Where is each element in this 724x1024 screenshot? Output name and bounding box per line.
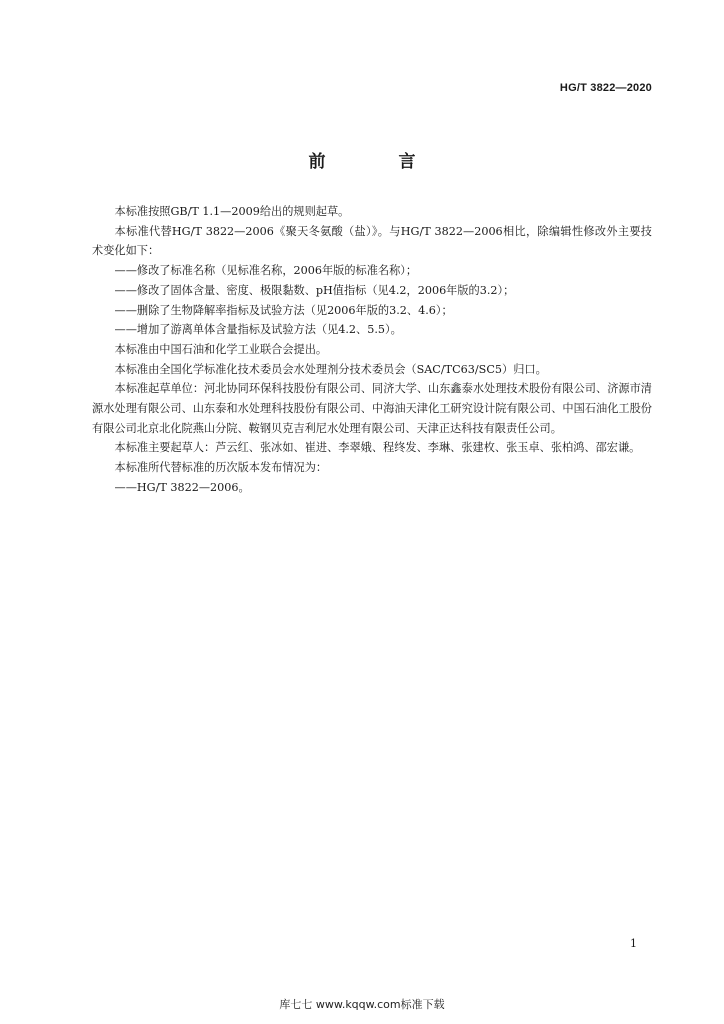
paragraph: 本标准由中国石油和化学工业联合会提出。 — [114, 342, 328, 356]
paragraph: 本标准主要起草人：芦云红、张冰如、崔进、李翠娥、程终发、李琳、张建枚、张玉卓、张柏鸿、邵宏谦。 — [114, 441, 641, 455]
paragraph: 本标准所代替标准的历次版本发布情况为： — [114, 461, 328, 475]
paragraph: 本标准按照GB/T 1.1—2009给出的规则起草。 — [114, 205, 350, 218]
paragraph: 本标准代替HG/T 3822—2006《聚天冬氨酸（盐）》。与HG/T 3822—2006相比，除编辑性修改外主要技术变化如下： — [92, 224, 652, 258]
footer-watermark: 库七七 www.kqqw.com标准下载 — [279, 998, 445, 1011]
list-item: ——HG/T 3822—2006。 — [114, 480, 250, 494]
document-body — [92, 202, 652, 498]
paragraph: 本标准由全国化学标准化技术委员会水处理剂分技术委员会（SAC/TC63/SC5）归口。 — [114, 362, 547, 376]
list-item: ——修改了标准名称（见标准名称，2006年版的标准名称）； — [114, 264, 418, 278]
page-number: 1 — [630, 937, 637, 950]
standard-code: HG/T 3822—2020 — [559, 82, 652, 94]
page-title: 前 言 — [308, 152, 444, 172]
paragraph: 本标准起草单位：河北协同环保科技股份有限公司、同济大学、山东鑫泰水处理技术股份有限公司、济源市清源水处理有限公司、山东泰和水处理科技股份有限公司、中海油天津化工研究设计院有限公司、中国石油化工股份有限公司北京北化院燕山分院、鞍钢贝克吉利尼水处理有限公司、天津正达科技有限责任公司。 — [92, 382, 652, 435]
list-item: ——修改了固体含量、密度、极限黏数、pH值指标（见4.2，2006年版的3.2）； — [114, 283, 515, 297]
list-item: ——删除了生物降解率指标及试验方法（见2006年版的3.2、4.6）； — [114, 303, 453, 317]
list-item: ——增加了游离单体含量指标及试验方法（见4.2、5.5）。 — [114, 323, 402, 337]
